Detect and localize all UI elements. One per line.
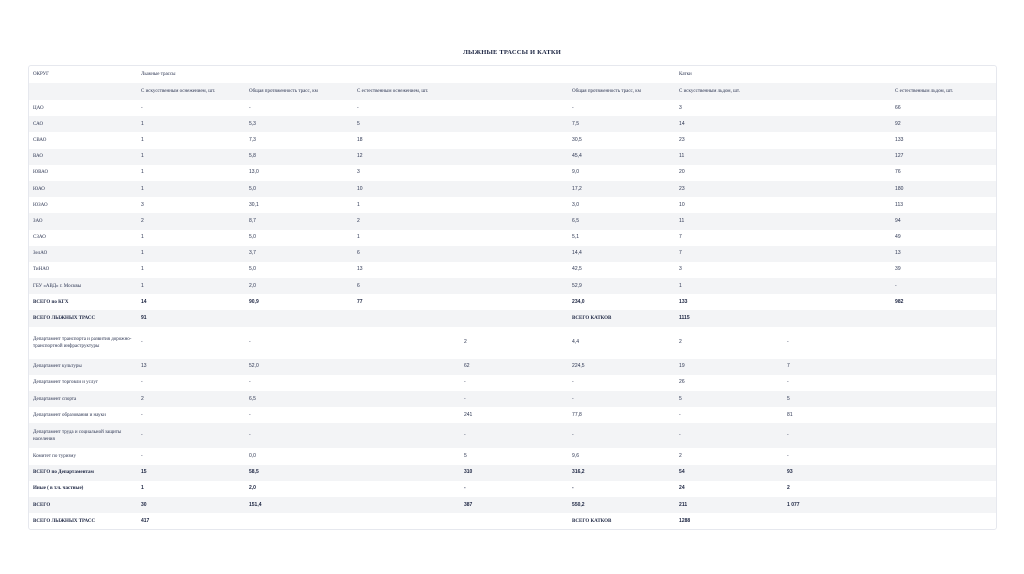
cell-total-length: 8,7 bbox=[245, 213, 353, 229]
cell-total-length-2: 30,5 bbox=[572, 136, 582, 143]
subheader-empty bbox=[29, 83, 137, 100]
cell-natural-snow: 387 bbox=[460, 497, 568, 513]
cell-artificial-ice: - bbox=[675, 423, 783, 448]
row-name: ВАО bbox=[29, 149, 137, 165]
subheader-total-length: Общая протяженность трасс, км bbox=[245, 83, 353, 100]
cell-natural-ice: 5 bbox=[783, 391, 997, 407]
cell-total-length: - bbox=[249, 339, 251, 346]
cell-total-length-2: 52,9 bbox=[568, 278, 675, 294]
cell-total-length-2: 5,1 bbox=[572, 234, 579, 241]
district-row bbox=[29, 165, 997, 181]
cell-artificial-ice: 24 bbox=[679, 485, 685, 492]
header-okrug: ОКРУГ bbox=[33, 72, 50, 77]
cell-natural-ice: - bbox=[787, 339, 789, 346]
cell-artificial-snow: 1 bbox=[141, 136, 144, 143]
cell-natural-snow: 5 bbox=[464, 452, 467, 459]
cell-total-length: 2,0 bbox=[245, 278, 353, 294]
cell-artificial-snow: 3 bbox=[141, 201, 144, 208]
district-row bbox=[29, 100, 997, 116]
cell-artificial-ice: 19 bbox=[675, 359, 783, 375]
row-name: ГБУ «АВД» г. Москвы bbox=[29, 278, 137, 294]
cell-natural-snow: 2 bbox=[353, 213, 568, 229]
cell-artificial-snow: 1 bbox=[141, 485, 144, 492]
header-rinks: Катки bbox=[679, 72, 692, 77]
department-row bbox=[29, 327, 997, 359]
cell-natural-snow: 2 bbox=[464, 339, 467, 346]
district-row bbox=[29, 197, 997, 213]
summary-ski-value: 91 bbox=[137, 310, 568, 326]
cell-natural-ice: - bbox=[787, 379, 789, 386]
cell-total-length-2: 224,5 bbox=[568, 359, 675, 375]
summary-rink-label: ВСЕГО КАТКОВ bbox=[568, 310, 675, 326]
department-row bbox=[29, 375, 997, 391]
cell-artificial-ice: 11 bbox=[675, 149, 891, 165]
cell-natural-ice: 127 bbox=[891, 149, 997, 165]
cell-artificial-snow: 1 bbox=[141, 169, 144, 176]
district-row bbox=[29, 149, 997, 165]
department-row bbox=[29, 423, 997, 448]
subheader-total-length-2: Общая протяженность трасс, км bbox=[568, 83, 675, 100]
cell-total-length-2: 14,4 bbox=[568, 246, 675, 262]
cell-total-length-2: 550,2 bbox=[568, 497, 675, 513]
cell-natural-ice: 982 bbox=[895, 298, 904, 305]
cell-total-length: 30,1 bbox=[249, 201, 259, 208]
cell-total-length-2: 42,5 bbox=[572, 266, 582, 273]
cell-natural-snow: 62 bbox=[460, 359, 568, 375]
summary-rink-value: 1288 bbox=[679, 517, 691, 524]
district-row bbox=[29, 181, 997, 197]
cell-total-length: 5,8 bbox=[245, 149, 353, 165]
cell-total-length: - bbox=[249, 379, 251, 386]
cell-natural-ice: 180 bbox=[891, 181, 997, 197]
cell-artificial-ice: 26 bbox=[679, 379, 685, 386]
cell-total-length: 5,3 bbox=[245, 116, 353, 132]
cell-natural-ice: 76 bbox=[895, 169, 901, 176]
cell-natural-ice: 49 bbox=[895, 234, 901, 241]
cell-artificial-snow: 1 bbox=[137, 246, 245, 262]
cell-natural-snow: 241 bbox=[464, 411, 473, 418]
cell-total-length: 0,0 bbox=[249, 452, 256, 459]
cell-artificial-snow: - bbox=[141, 452, 143, 459]
cell-artificial-ice: 20 bbox=[679, 169, 685, 176]
cell-natural-snow: 18 bbox=[357, 136, 363, 143]
district-row bbox=[29, 230, 997, 246]
cell-total-length-2: 9,6 bbox=[572, 452, 579, 459]
cell-natural-snow: 12 bbox=[353, 149, 568, 165]
summary-rink-value: 1115 bbox=[675, 310, 997, 326]
cell-artificial-snow: 15 bbox=[137, 465, 245, 481]
cell-natural-snow: 310 bbox=[460, 465, 568, 481]
cell-artificial-snow: 1 bbox=[137, 149, 245, 165]
table-body bbox=[29, 66, 997, 529]
cell-natural-ice: 94 bbox=[891, 213, 997, 229]
cell-natural-ice: - bbox=[783, 423, 997, 448]
row-name: Департамент труда и социальной защиты населения bbox=[29, 423, 137, 448]
district-row bbox=[29, 246, 997, 262]
cell-natural-ice: 7 bbox=[783, 359, 997, 375]
header-empty bbox=[568, 66, 675, 83]
cell-total-length-2: - bbox=[572, 379, 574, 386]
cell-artificial-snow: - bbox=[141, 411, 143, 418]
grand-summary-row bbox=[29, 513, 997, 529]
cell-total-length-2: 316,2 bbox=[568, 465, 675, 481]
cell-natural-ice: - bbox=[787, 452, 789, 459]
row-name: Департамент транспорта и развития дорожно-транспортной инфраструктуры bbox=[33, 336, 132, 349]
row-name: ЦАО bbox=[33, 105, 44, 111]
cell-total-length: - bbox=[245, 423, 460, 448]
cell-artificial-snow: 13 bbox=[137, 359, 245, 375]
cell-artificial-ice: 1 bbox=[675, 278, 891, 294]
department-row bbox=[29, 391, 997, 407]
row-name: ВСЕГО по Департаментам bbox=[29, 465, 137, 481]
cell-artificial-snow: 1 bbox=[141, 234, 144, 241]
cell-artificial-ice: 7 bbox=[675, 246, 891, 262]
subheader-artificial-snow: С искусственным оснежением, шт. bbox=[137, 83, 245, 100]
cell-artificial-ice: 7 bbox=[679, 234, 682, 241]
cell-total-length: 58,5 bbox=[245, 465, 460, 481]
cell-natural-ice: 81 bbox=[787, 411, 793, 418]
cell-artificial-ice: 3 bbox=[679, 266, 682, 273]
cell-artificial-snow: 1 bbox=[137, 278, 245, 294]
cell-natural-ice: 113 bbox=[895, 201, 904, 208]
row-name: Департамент торговли и услуг bbox=[33, 380, 98, 386]
cell-natural-ice: 92 bbox=[891, 116, 997, 132]
total-kgh-summary-row bbox=[29, 310, 997, 326]
row-name: Департамент спорта bbox=[29, 391, 137, 407]
cell-total-length: - bbox=[249, 104, 251, 111]
cell-natural-snow: - bbox=[464, 379, 466, 386]
header-row bbox=[29, 66, 997, 83]
cell-total-length: 6,5 bbox=[245, 391, 460, 407]
others-row bbox=[29, 481, 997, 497]
district-row bbox=[29, 278, 997, 294]
department-row bbox=[29, 448, 997, 464]
summary-ski-label: ВСЕГО ЛЫЖНЫХ ТРАСС bbox=[29, 310, 137, 326]
cell-total-length: 13,0 bbox=[249, 169, 259, 176]
cell-artificial-snow: 1 bbox=[137, 181, 245, 197]
cell-natural-snow: 1 bbox=[357, 201, 360, 208]
cell-artificial-snow: - bbox=[141, 339, 143, 346]
cell-natural-ice: 133 bbox=[895, 136, 904, 143]
cell-natural-snow: 13 bbox=[357, 266, 363, 273]
cell-natural-snow: - bbox=[460, 391, 568, 407]
cell-artificial-snow: 1 bbox=[141, 266, 144, 273]
page-title: ЛЫЖНЫЕ ТРАССЫ И КАТКИ bbox=[462, 49, 562, 56]
cell-total-length-2: 234,0 bbox=[572, 298, 585, 305]
cell-artificial-snow: 1 bbox=[137, 116, 245, 132]
cell-total-length-2: 17,2 bbox=[568, 181, 675, 197]
subheader-artificial-ice: С искусственным льдом, шт. bbox=[675, 83, 891, 100]
department-row bbox=[29, 407, 997, 423]
cell-natural-snow: - bbox=[464, 485, 466, 492]
cell-total-length-2: 77,8 bbox=[572, 411, 582, 418]
cell-natural-ice: 1 077 bbox=[783, 497, 997, 513]
cell-natural-snow: 6 bbox=[353, 246, 568, 262]
cell-total-length: 5,0 bbox=[245, 181, 353, 197]
cell-artificial-ice: 211 bbox=[675, 497, 783, 513]
row-name: ЗелАО bbox=[29, 246, 137, 262]
cell-artificial-ice: 11 bbox=[675, 213, 891, 229]
data-table bbox=[29, 66, 997, 529]
summary-ski-label: ВСЕГО ЛЫЖНЫХ ТРАСС bbox=[33, 518, 96, 524]
cell-artificial-ice: 3 bbox=[679, 104, 682, 111]
cell-total-length: 2,0 bbox=[249, 485, 256, 492]
cell-total-length-2: - bbox=[568, 391, 675, 407]
total-kgh-row bbox=[29, 294, 997, 310]
row-name: ЮАО bbox=[29, 181, 137, 197]
department-row bbox=[29, 359, 997, 375]
row-name: Комитет по туризму bbox=[33, 453, 76, 459]
cell-total-length-2: - bbox=[572, 485, 574, 492]
cell-natural-snow: 1 bbox=[357, 234, 360, 241]
cell-artificial-snow: - bbox=[137, 423, 245, 448]
cell-total-length-2: 3,0 bbox=[572, 201, 579, 208]
district-row bbox=[29, 116, 997, 132]
row-name: САО bbox=[29, 116, 137, 132]
cell-artificial-snow: 2 bbox=[137, 213, 245, 229]
header-ski-trails: Лыжные трассы bbox=[141, 72, 176, 77]
cell-natural-snow: - bbox=[460, 423, 568, 448]
cell-total-length-2: 9,0 bbox=[572, 169, 579, 176]
cell-artificial-ice: 23 bbox=[675, 181, 891, 197]
subheader-row bbox=[29, 83, 997, 100]
district-row bbox=[29, 262, 997, 278]
cell-natural-snow: 5 bbox=[353, 116, 568, 132]
cell-total-length: 90,9 bbox=[249, 298, 259, 305]
district-row bbox=[29, 132, 997, 148]
row-name: Департамент образования и науки bbox=[33, 412, 106, 418]
cell-total-length: 151,4 bbox=[245, 497, 460, 513]
cell-artificial-snow: - bbox=[141, 379, 143, 386]
cell-total-length-2: 6,5 bbox=[568, 213, 675, 229]
cell-natural-ice: 39 bbox=[895, 266, 901, 273]
cell-artificial-snow: 2 bbox=[137, 391, 245, 407]
cell-artificial-ice: 10 bbox=[679, 201, 685, 208]
district-row bbox=[29, 213, 997, 229]
cell-total-length: - bbox=[249, 411, 251, 418]
cell-total-length: 3,7 bbox=[245, 246, 353, 262]
cell-artificial-ice: 5 bbox=[675, 391, 783, 407]
cell-artificial-snow: 30 bbox=[137, 497, 245, 513]
cell-artificial-ice: 2 bbox=[679, 339, 682, 346]
cell-artificial-snow: 14 bbox=[141, 298, 147, 305]
row-name: ТиНАО bbox=[33, 267, 50, 273]
row-name: Иные ( в т.ч. частные) bbox=[33, 486, 84, 492]
row-name: ЮЗАО bbox=[33, 202, 48, 208]
cell-natural-snow: 77 bbox=[357, 298, 363, 305]
cell-total-length-2: - bbox=[572, 104, 574, 111]
subheader-natural-ice: С естественным льдом, шт. bbox=[891, 83, 997, 100]
cell-total-length-2: 45,4 bbox=[568, 149, 675, 165]
cell-natural-ice: 13 bbox=[891, 246, 997, 262]
total-departments-row bbox=[29, 465, 997, 481]
cell-total-length-2: 7,5 bbox=[568, 116, 675, 132]
cell-total-length: 5,0 bbox=[249, 234, 256, 241]
cell-total-length: 52,0 bbox=[245, 359, 460, 375]
cell-total-length: 7,3 bbox=[249, 136, 256, 143]
row-name: СЗАО bbox=[33, 235, 46, 241]
cell-artificial-ice: 14 bbox=[675, 116, 891, 132]
data-table-container bbox=[28, 65, 997, 530]
cell-natural-ice: 2 bbox=[787, 485, 790, 492]
grand-total-row bbox=[29, 497, 997, 513]
cell-natural-snow: - bbox=[357, 104, 359, 111]
cell-artificial-ice: 2 bbox=[679, 452, 682, 459]
cell-total-length-2: - bbox=[568, 423, 675, 448]
row-name: ВСЕГО bbox=[29, 497, 137, 513]
row-name: ЮВАО bbox=[33, 170, 49, 176]
cell-total-length: 5,0 bbox=[249, 266, 256, 273]
cell-natural-snow: 10 bbox=[353, 181, 568, 197]
cell-artificial-ice: 23 bbox=[679, 136, 685, 143]
cell-artificial-ice: 133 bbox=[679, 298, 688, 305]
cell-natural-ice: 66 bbox=[895, 104, 901, 111]
cell-artificial-ice: - bbox=[679, 411, 681, 418]
cell-natural-ice: 93 bbox=[783, 465, 997, 481]
subheader-natural-snow: С естественным оснежением, шт. bbox=[353, 83, 568, 100]
summary-rink-label: ВСЕГО КАТКОВ bbox=[572, 518, 612, 524]
row-name: ЗАО bbox=[29, 213, 137, 229]
cell-total-length-2: 4,4 bbox=[572, 339, 579, 346]
cell-artificial-ice: 54 bbox=[675, 465, 783, 481]
summary-ski-value: 417 bbox=[141, 517, 150, 524]
cell-natural-snow: 6 bbox=[353, 278, 568, 294]
row-name: Департамент культуры bbox=[29, 359, 137, 375]
cell-natural-snow: 3 bbox=[357, 169, 360, 176]
cell-artificial-snow: - bbox=[141, 104, 143, 111]
row-name: СВАО bbox=[33, 137, 47, 143]
row-name: ВСЕГО по КГХ bbox=[33, 299, 69, 305]
cell-natural-ice: - bbox=[891, 278, 997, 294]
